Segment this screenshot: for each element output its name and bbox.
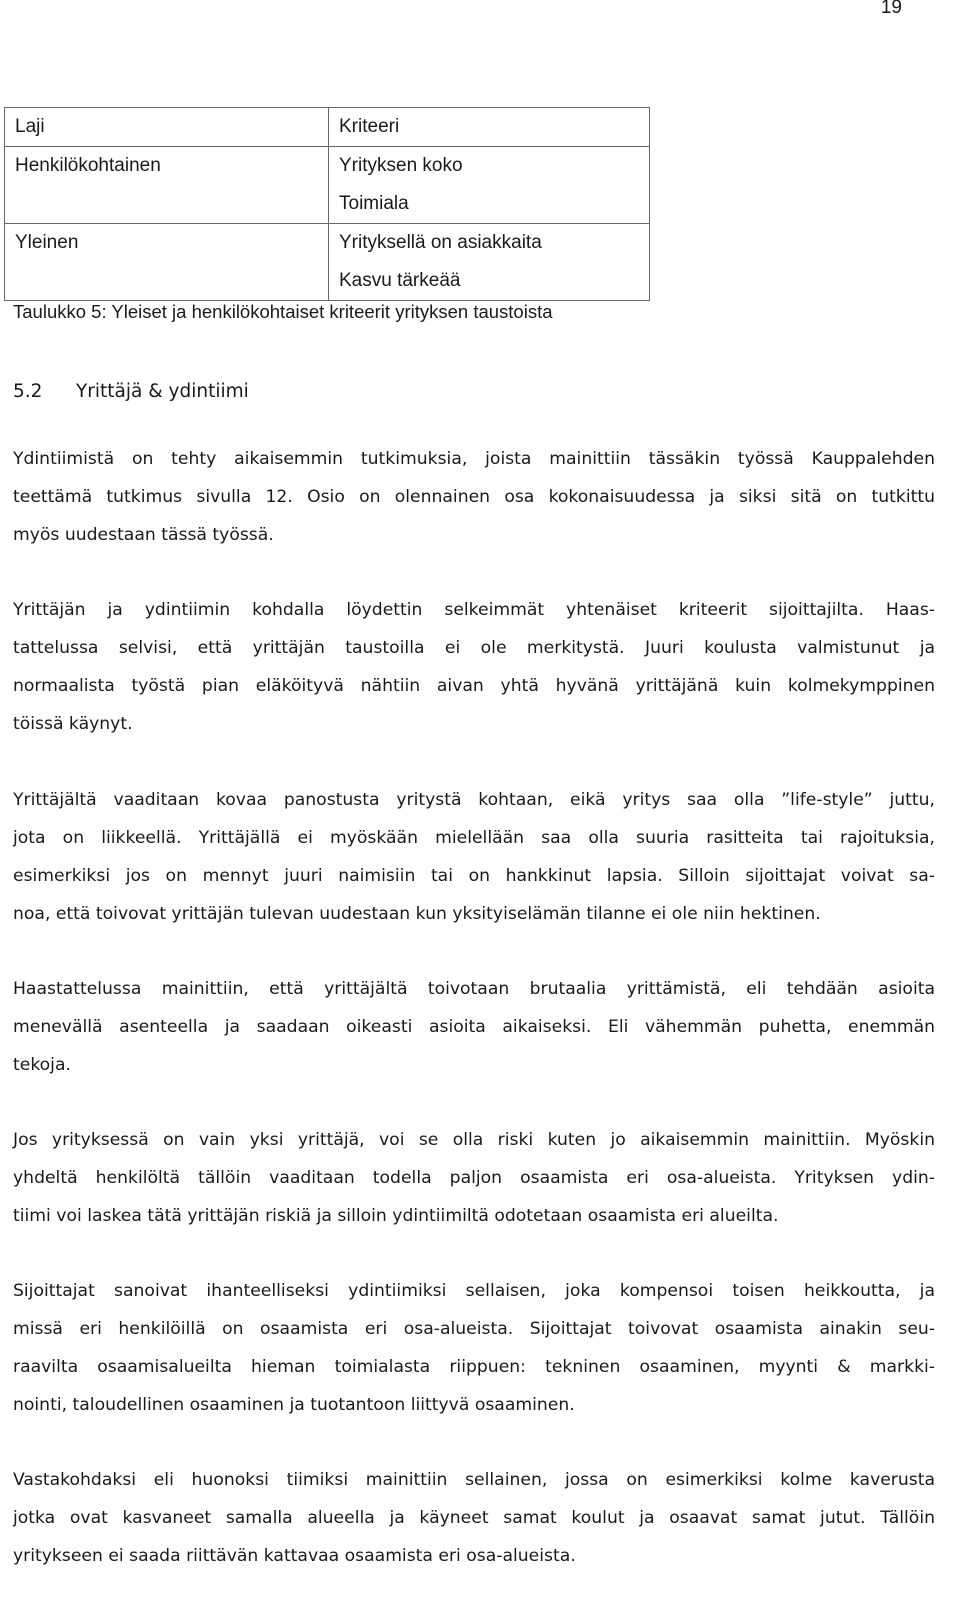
- paragraph-line: tattelussa selvisi, että yrittäjän taustoilla ei ole merkitystä. Juuri koulusta valmistunut ja: [13, 638, 935, 658]
- section-heading: [13, 381, 249, 402]
- paragraph-line: Yrittäjän ja ydintiimin kohdalla löydettin selkeimmät yhtenäiset kriteerit sijoittajilta. Haas-: [13, 600, 935, 620]
- paragraph: [13, 970, 935, 1084]
- paragraph: [13, 591, 935, 743]
- paragraph-line: yritykseen ei saada riittävän kattavaa osaamista eri osa-alueista.: [13, 1546, 576, 1566]
- criteria-table: [4, 107, 650, 301]
- row-type-label: Henkilökohtainen: [15, 155, 161, 176]
- row-criteria-cell: [329, 147, 650, 224]
- row-type-label: Yleinen: [15, 232, 79, 253]
- criteria-item: Yrityksellä on asiakkaita: [339, 232, 542, 253]
- row-type-cell: [5, 147, 329, 224]
- paragraph: [13, 1121, 935, 1235]
- paragraph-line: menevällä asenteella ja saadaan oikeasti asioita aikaiseksi. Eli vähemmän puhetta, enemmän: [13, 1017, 935, 1037]
- paragraph: [13, 440, 935, 554]
- criteria-item: Toimiala: [339, 193, 409, 214]
- paragraph-line: tekoja.: [13, 1055, 71, 1075]
- paragraph-line: raavilta osaamisalueilta hieman toimialasta riippuen: tekninen osaaminen, myynti & markki-: [13, 1357, 935, 1377]
- paragraph-line: tiimi voi laskea tätä yrittäjän riskiä ja silloin ydintiimiltä odotetaan osaamista eri alueilta.: [13, 1206, 779, 1226]
- paragraph: [13, 1461, 935, 1575]
- paragraph-line: Jos yrityksessä on vain yksi yrittäjä, voi se olla riski kuten jo aikaisemmin mainittiin. Myöskin: [13, 1130, 935, 1150]
- criteria-table-container: [4, 107, 650, 301]
- table-caption: Taulukko 5: Yleiset ja henkilökohtaiset kriteerit yrityksen taustoista: [13, 301, 553, 322]
- paragraph-line: missä eri henkilöillä on osaamista eri osa-alueista. Sijoittajat toivovat osaamista ainakin seu-: [13, 1319, 935, 1339]
- paragraph-line: noa, että toivovat yrittäjän tulevan uudestaan kun yksityiselämän tilanne ei ole niin hektinen.: [13, 904, 821, 924]
- page-number: 19: [880, 0, 902, 18]
- paragraph-line: jota on liikkeellä. Yrittäjällä ei myöskään mielellään saa olla suuria rasitteita tai rajoituksia,: [13, 828, 935, 848]
- paragraph-line: töissä käynyt.: [13, 714, 133, 734]
- header-type-label: Laji: [15, 116, 45, 137]
- section-number: 5.2: [13, 381, 43, 402]
- paragraph-line: Sijoittajat sanoivat ihanteelliseksi ydintiimiksi sellaisen, joka kompensoi toisen heikkoutta, ja: [13, 1281, 935, 1301]
- row-criteria-cell: [329, 224, 650, 301]
- table-row: [5, 224, 650, 301]
- paragraph-line: teettämä tutkimus sivulla 12. Osio on olennainen osa kokonaisuudessa ja siksi sitä on tutkittu: [13, 487, 935, 507]
- paragraph-line: Haastattelussa mainittiin, että yrittäjältä toivotaan brutaalia yrittämistä, eli tehdään asioita: [13, 979, 935, 999]
- paragraph-line: Yrittäjältä vaaditaan kovaa panostusta yritystä kohtaan, eikä yritys saa olla ”life-style” juttu,: [13, 790, 935, 810]
- paragraph-line: nointi, taloudellinen osaaminen ja tuotantoon liittyvä osaaminen.: [13, 1395, 575, 1415]
- paragraph: [13, 1272, 935, 1424]
- row-type-cell: [5, 224, 329, 301]
- criteria-item: Kasvu tärkeää: [339, 270, 461, 291]
- paragraph-line: Ydintiimistä on tehty aikaisemmin tutkimuksia, joista mainittiin tässäkin työssä Kauppalehden: [13, 449, 935, 469]
- paragraph-line: Vastakohdaksi eli huonoksi tiimiksi mainittiin sellainen, jossa on esimerkiksi kolme kaverusta: [13, 1470, 935, 1490]
- paragraph-line: esimerkiksi jos on mennyt juuri naimisiin tai on hankkinut lapsia. Silloin sijoittajat voivat sa-: [13, 866, 935, 886]
- criteria-item: Yrityksen koko: [339, 155, 463, 176]
- header-criteria-cell: [329, 108, 650, 147]
- header-criteria-label: Kriteeri: [339, 116, 400, 137]
- paragraph-line: yhdeltä henkilöltä tällöin vaaditaan todella paljon osaamista eri osa-alueista. Yrityksen ydin-: [13, 1168, 935, 1188]
- table-header-row: [5, 108, 650, 147]
- paragraph-line: myös uudestaan tässä työssä.: [13, 525, 274, 545]
- paragraph: [13, 781, 935, 933]
- header-type-cell: [5, 108, 329, 147]
- paragraph-line: normaalista työstä pian eläköityvä nähtiin aivan yhtä hyvänä yrittäjänä kuin kolmekymppinen: [13, 676, 935, 696]
- section-title: Yrittäjä & ydintiimi: [76, 381, 249, 402]
- table-row: [5, 147, 650, 224]
- paragraph-line: jotka ovat kasvaneet samalla alueella ja käyneet samat koulut ja osaavat samat jutut. Tällöin: [13, 1508, 935, 1528]
